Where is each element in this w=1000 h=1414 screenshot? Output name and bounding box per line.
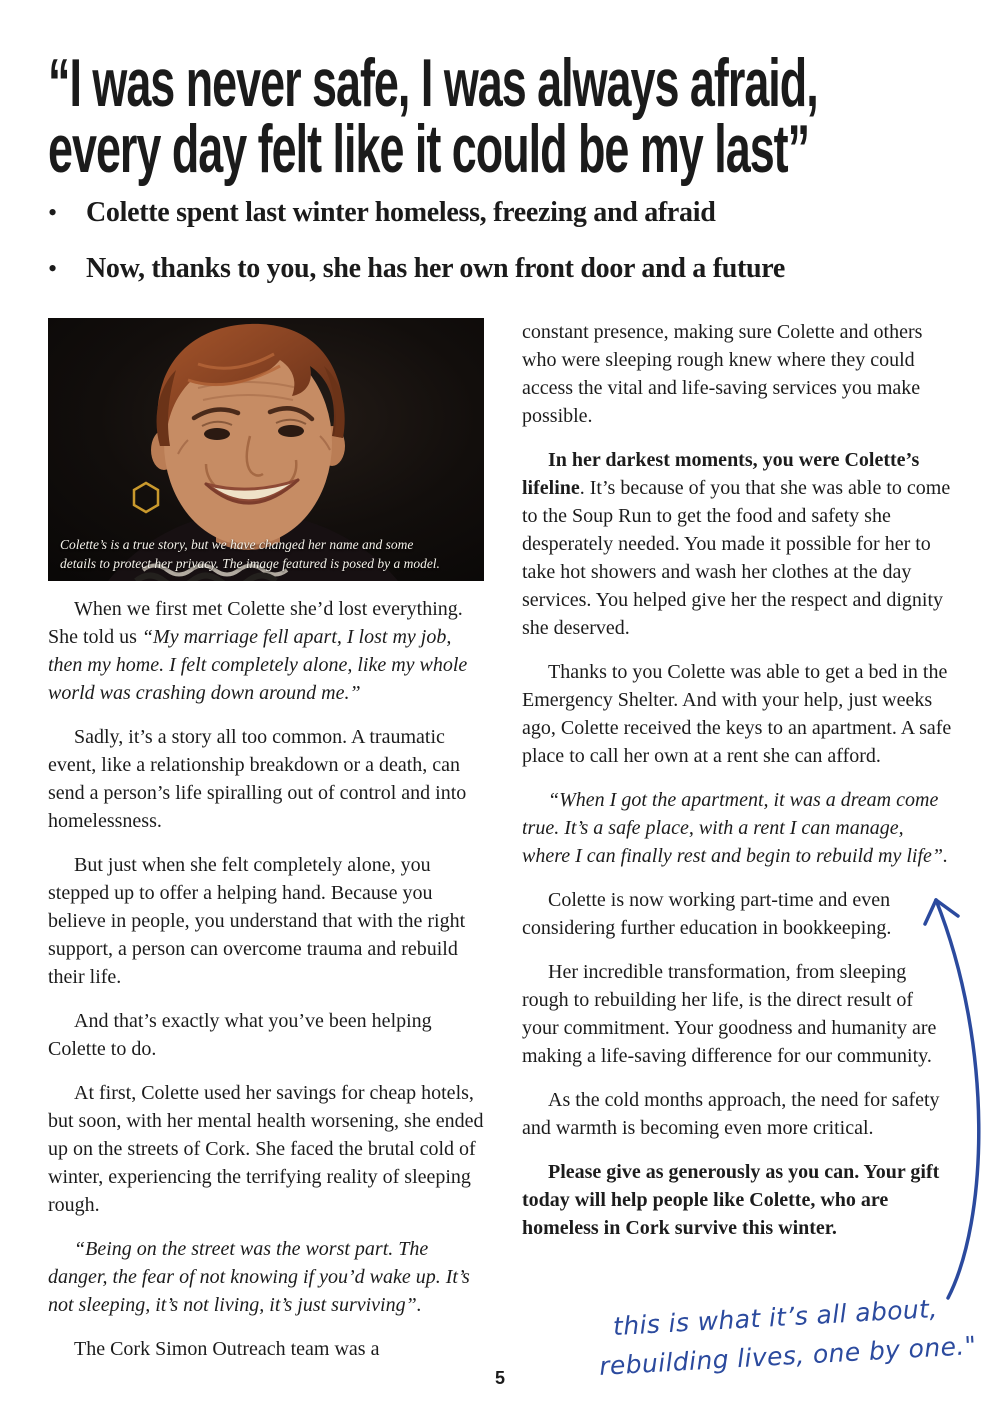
paragraph-left-4: And that’s exactly what you’ve been helping Colette to do. (48, 1010, 432, 1060)
headline-line-1: “I was never safe, I was always afraid, (48, 45, 818, 121)
paragraph-text: When we first met Colette she’d lost everything. She told us (48, 598, 463, 648)
page-headline (48, 45, 1000, 187)
paragraph-left-6-quote: “Being on the street was the worst part. The danger, the fear of not knowing if you’d wake up. It’s not sleeping, it’s not living, it’s just surviving”. (48, 1238, 470, 1316)
photo-caption (60, 535, 474, 573)
right-column (522, 318, 952, 1379)
paragraph-right-3: Thanks to you Colette was able to get a bed in the Emergency Shelter. And with your help, just weeks ago, Colette received the keys to an apartment. A safe place to call her own at a rent she can afford. (522, 661, 952, 767)
caption-line-1: Colette’s is a true story, but we have changed her name and some (60, 537, 414, 552)
left-column (48, 318, 484, 1379)
handwriting-line-1: this is what it’s all about, (612, 1293, 939, 1342)
bold-lead-text: In her darkest moments, you were Colette’s lifeline (522, 449, 920, 499)
paragraph-left-3: But just when she felt completely alone, you stepped up to offer a helping hand. Because you believe in people, you understand that with the right support, a person can overcome trauma and rebuild their life. (48, 854, 466, 988)
paragraph-left-5: At first, Colette used her savings for cheap hotels, but soon, with her mental health worsening, she ended up on the streets of Cork. She faced the brutal cold of winter, experiencing the terrifying reality of sleeping rough. (48, 1082, 484, 1216)
paragraph-left-2: Sadly, it’s a story all too common. A traumatic event, like a relationship breakdown or a death, can send a person’s life spiralling out of control and into homelessness. (48, 726, 467, 832)
paragraph-right-8-appeal: Please give as generously as you can. Your gift today will help people like Colette, who are homeless in Cork survive this winter. (522, 1161, 940, 1239)
paragraph-right-1: constant presence, making sure Colette and others who were sleeping rough knew where they could access the vital and life-saving services you make possible. (522, 321, 923, 427)
article-columns (48, 318, 952, 1379)
paragraph-right-7: As the cold months approach, the need for safety and warmth is becoming even more critical. (522, 1089, 940, 1139)
paragraph-text: . It’s because of you that she was able to come to the Soup Run to get the food and safety she desperately needed. You made it possible for her to take hot showers and wash her clothes at the day services. You helped give her the respect and dignity she deserved. (522, 477, 951, 639)
summary-bullet-list (48, 196, 952, 308)
paragraph-right-4-quote: “When I got the apartment, it was a dream come true. It’s a safe place, with a rent I can manage, where I can finally rest and begin to rebuild my life”. (522, 789, 949, 867)
headline-line-2: every day felt like it could be my last” (48, 111, 810, 187)
handwriting-line-2: rebuilding lives, one by one." (598, 1330, 978, 1381)
paragraph-right-2 (522, 446, 952, 642)
bullet-item (48, 196, 952, 230)
paragraph-left-7: The Cork Simon Outreach team was a (74, 1338, 380, 1360)
colette-photo (48, 318, 484, 581)
bullet-text: Now, thanks to you, she has her own front door and a future (86, 253, 786, 284)
paragraph-right-5: Colette is now working part-time and even considering further education in bookkeeping. (522, 889, 892, 939)
caption-line-2: details to protect her privacy. The image featured is posed by a model. (60, 556, 440, 571)
bullet-marker: • (48, 198, 58, 227)
bullet-text: Colette spent last winter homeless, freezing and afraid (86, 197, 716, 228)
paragraph-left-1 (48, 595, 484, 707)
inline-quote: “My marriage fell apart, I lost my job, then my home. I felt completely alone, like my whole world was crashing down around me.” (48, 626, 468, 704)
bullet-item (48, 252, 952, 286)
bullet-marker: • (48, 254, 58, 283)
page-number: 5 (494, 1368, 505, 1388)
paragraph-right-6: Her incredible transformation, from sleeping rough to rebuilding her life, is the direct result of your commitment. Your goodness and humanity are making a life-saving difference for our community. (522, 961, 937, 1067)
